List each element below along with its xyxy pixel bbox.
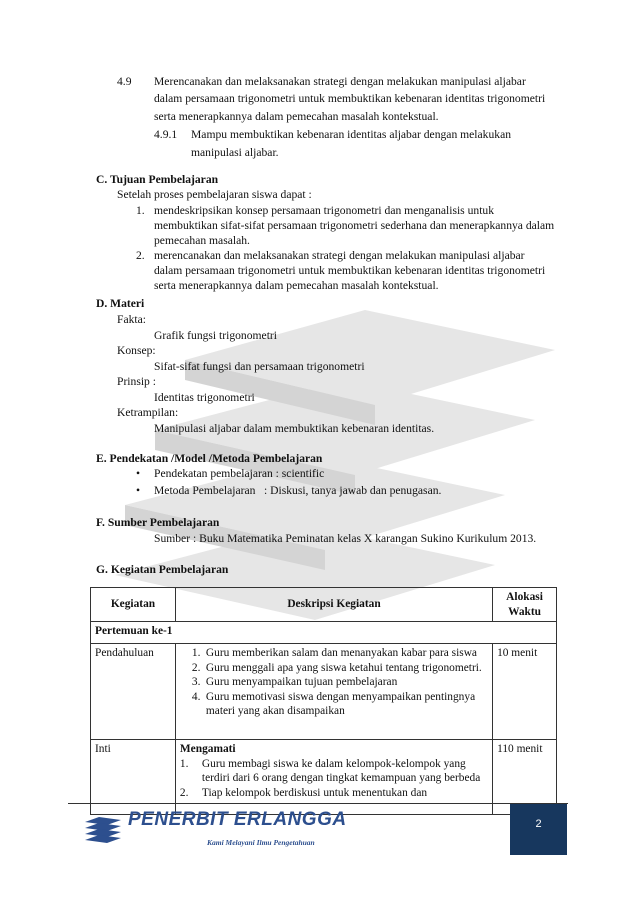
table-row — [91, 622, 557, 644]
section-f-title: F. Sumber Pembelajaran — [96, 516, 220, 529]
section-g-title: G. Kegiatan Pembelajaran — [96, 563, 229, 576]
list-item-line: merencanakan dan melaksanakan strategi dengan melakukan manipulasi aljabar — [154, 249, 525, 262]
bullet-icon: • — [136, 467, 141, 480]
item-text-line: serta menerapkannya dalam pemecahan masalah kontekstual. — [154, 110, 439, 123]
footer-divider — [68, 803, 568, 804]
list-item-line: mendeskripsikan konsep persamaan trigonometri dan menganalisis untuk — [154, 204, 495, 217]
item-text-line: dalam persamaan trigonometri untuk membuktikan kebenaran identitas trigonometri — [154, 92, 546, 105]
item-number: 4.9 — [117, 75, 132, 88]
metoda-value: : Diskusi, tanya jawab dan penugasan. — [264, 484, 442, 497]
header-kegiatan: Kegiatan — [91, 588, 176, 622]
list-item: 4. Guru memotivasi siswa dengan menyampaikan pentingnya materi yang akan disampaikan — [191, 690, 476, 717]
ketrampilan-label: Ketrampilan: — [117, 406, 179, 419]
section-c-title: C. Tujuan Pembelajaran — [96, 173, 219, 186]
pendahuluan-description — [175, 644, 492, 740]
inti-time: 110 menit — [493, 740, 557, 815]
publisher-name: PENERBIT ERLANGGA — [128, 809, 347, 830]
ketrampilan-value: Manipulasi aljabar dalam membuktikan kebenaran identitas. — [154, 422, 435, 435]
pendahuluan-time: 10 menit — [493, 644, 557, 740]
section-e-title: E. Pendekatan /Model /Metoda Pembelajaran — [96, 452, 323, 465]
sub-item-text-line: Mampu membuktikan kebenaran identitas aljabar dengan melakukan — [191, 128, 512, 141]
bullet-icon: • — [136, 484, 141, 497]
sub-item-number: 4.9.1 — [154, 128, 178, 141]
konsep-label: Konsep: — [117, 344, 156, 357]
pendahuluan-label: Pendahuluan — [91, 644, 176, 740]
prinsip-value: Identitas trigonometri — [154, 391, 255, 404]
header-deskripsi: Deskripsi Kegiatan — [175, 588, 492, 622]
list-item-line: dalam persamaan trigonometri untuk membuktikan kebenaran identitas trigonometri — [154, 264, 546, 277]
fakta-label: Fakta: — [117, 313, 146, 326]
sub-item-text-line: manipulasi aljabar. — [191, 146, 279, 159]
table-header-row — [91, 588, 557, 622]
inti-label: Inti — [91, 740, 176, 815]
section-c-intro: Setelah proses pembelajaran siswa dapat : — [117, 188, 312, 201]
list-item-line: serta menerapkannya dalam pemecahan masalah kontekstual. — [154, 279, 439, 292]
list-number: 1. — [136, 204, 145, 217]
list-item: 3. Guru menyampaikan tujuan pembelajaran — [191, 676, 398, 688]
pertemuan-label: Pertemuan ke-1 — [91, 622, 557, 644]
list-number: 2. — [136, 249, 145, 262]
sumber-text: Sumber : Buku Matematika Peminatan kelas X karangan Sukino Kurikulum 2013. — [154, 532, 537, 545]
list-item: 1. Guru membagi siswa ke dalam kelompok-kelompok yang terdiri dari 6 orang dengan tingkat kemampuan yang berbeda — [179, 757, 481, 784]
konsep-value: Sifat-sifat fungsi dan persamaan trigonometri — [154, 360, 365, 373]
prinsip-label: Prinsip : — [117, 375, 156, 388]
publisher-tagline: Kami Melayani Ilmu Pengetahuan — [207, 838, 315, 847]
section-d-title: D. Materi — [96, 297, 145, 310]
list-item: 1. Guru memberikan salam dan menanyakan kabar para siswa — [191, 647, 477, 659]
list-item-line: membuktikan sifat-sifat persamaan trigonometri sederhana dan menerapkannya dalam — [154, 219, 555, 232]
fakta-value: Grafik fungsi trigonometri — [154, 329, 277, 342]
list-item: 2. Guru menggali apa yang siswa ketahui tentang trigonometri. — [191, 661, 482, 674]
table-row — [91, 644, 557, 740]
pendekatan-text: Pendekatan pembelajaran : scientific — [154, 467, 325, 480]
item-text-line: Merencanakan dan melaksanakan strategi dengan melakukan manipulasi aljabar — [154, 75, 526, 88]
metoda-label: Metoda Pembelajaran — [154, 484, 256, 497]
page-number: 2 — [510, 804, 567, 855]
kegiatan-table — [90, 587, 557, 815]
mengamati-subtitle: Mengamati — [179, 743, 236, 755]
header-alokasi-waktu: Alokasi Waktu — [493, 588, 557, 622]
list-item-line: pemecahan masalah. — [154, 234, 250, 247]
list-item: 2. Tiap kelompok berdiskusi untuk menentukan dan — [179, 786, 428, 799]
